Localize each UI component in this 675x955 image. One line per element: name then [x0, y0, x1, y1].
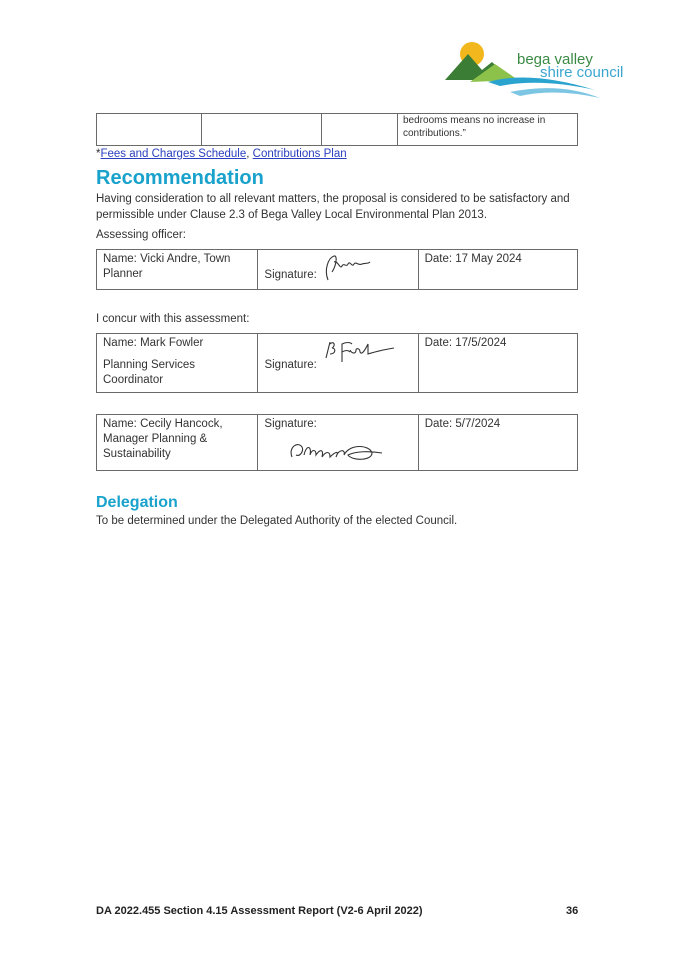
name-text: Sustainability: [103, 448, 171, 460]
recommendation-text: Having consideration to all relevant matters, the proposal is considered to be satisfactory and permissible under Clause 2.3 of Bega Valley Local Environmental Plan 2013.: [96, 193, 570, 221]
signature-cell: [258, 415, 418, 471]
concur-label: I concur with this assessment:: [96, 313, 250, 325]
delegation-text: To be determined under the Delegated Authority of the elected Council.: [96, 515, 458, 527]
signature-label: Signature:: [264, 269, 317, 281]
cell-text: contributions.”: [403, 127, 466, 139]
signature-cell: [258, 334, 418, 393]
signoff-table-manager: [96, 414, 578, 471]
date-cell: [418, 334, 577, 393]
signature-cell: [258, 250, 418, 290]
table-cell: [398, 114, 578, 146]
date-text: Date: 17 May 2024: [424, 253, 522, 265]
date-cell: [418, 415, 577, 471]
date-text: Date: 17/5/2024: [424, 337, 507, 349]
logo-text-line2: shire council: [540, 64, 624, 81]
date-cell: [418, 250, 577, 290]
delegation-heading: Delegation: [96, 494, 178, 511]
contributions-plan-link[interactable]: Contributions Plan: [252, 148, 347, 160]
signature-label: Signature:: [264, 418, 317, 430]
footer-document-title: DA 2022.455 Section 4.15 Assessment Report (V2-6 April 2022): [96, 905, 423, 917]
assessing-officer-label: Assessing officer:: [96, 229, 186, 241]
cell-text: bedrooms means no increase in: [403, 115, 546, 126]
footnote-separator: ,: [246, 148, 253, 160]
role-text: Coordinator: [103, 374, 164, 386]
logo-text-line1: bega valley: [517, 51, 593, 68]
name-text: Planner: [103, 268, 143, 280]
name-text: Name: Vicki Andre, Town: [103, 253, 231, 265]
role-text: Planning Services: [103, 359, 196, 371]
date-text: Date: 5/7/2024: [424, 418, 501, 430]
name-text: Manager Planning &: [103, 433, 208, 445]
name-text: Name: Mark Fowler: [103, 337, 204, 349]
footnote: [96, 148, 347, 160]
handwritten-signature-icon: [318, 252, 378, 282]
signoff-table-assessing: [96, 249, 578, 290]
signoff-table-concur: [96, 333, 578, 393]
table-cell: [202, 114, 322, 146]
name-text: Name: Cecily Hancock,: [103, 418, 223, 430]
page-number: 36: [566, 905, 579, 917]
signature-label: Signature:: [264, 359, 317, 371]
recommendation-heading: Recommendation: [96, 167, 264, 189]
name-cell: [97, 415, 258, 471]
name-cell: [97, 250, 258, 290]
table-cell: [322, 114, 398, 146]
handwritten-signature-icon: [286, 435, 386, 465]
handwritten-signature-icon: [320, 336, 400, 366]
fees-charges-link[interactable]: Fees and Charges Schedule: [100, 148, 247, 160]
continuation-table: [96, 113, 578, 146]
table-cell: [97, 114, 202, 146]
footnote-marker: *: [96, 148, 101, 160]
name-cell: [97, 334, 258, 393]
